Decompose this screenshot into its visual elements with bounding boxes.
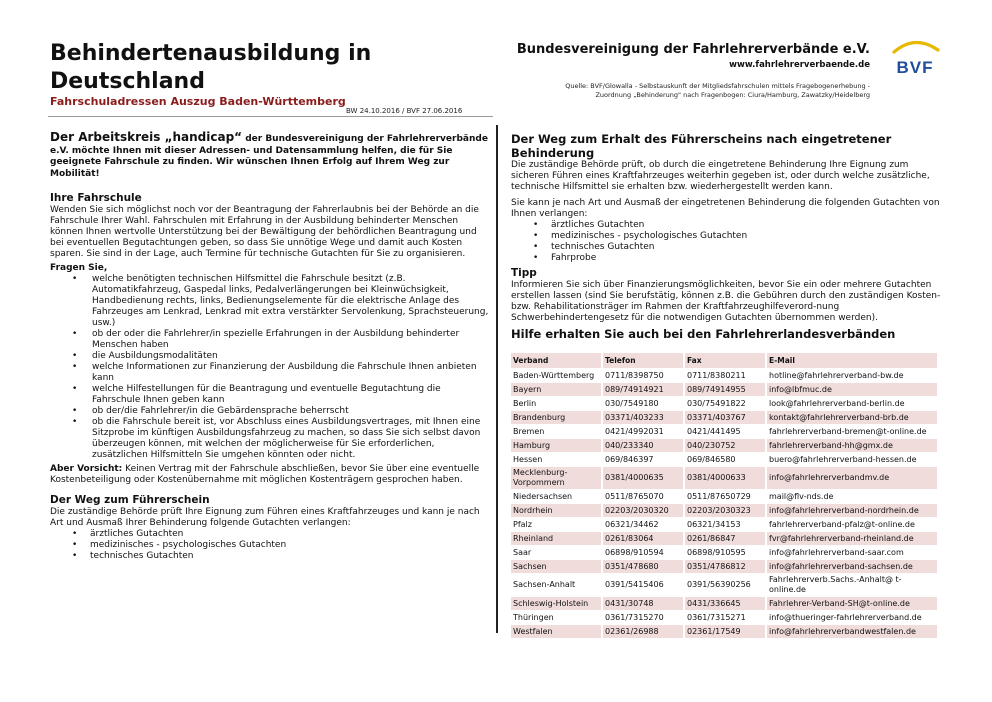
gutachten-list [511,220,947,264]
title-line-1: Behindertenausbildung in [50,41,372,66]
cell-telefon: 02203/2030320 [603,504,683,517]
cell-telefon: 0361/7315270 [603,611,683,624]
table-row [511,597,937,610]
cell-fax: 040/230752 [685,439,765,452]
warning-label: Aber Vorsicht: [50,464,123,474]
cell-telefon: 0351/478680 [603,560,683,573]
cell-fax: 02361/17549 [685,625,765,638]
organization-name: Bundesvereinigung der Fahrlehrerverbände e.V. [516,42,870,57]
intro-lead-heading: Der Arbeitskreis „handicap“ [50,130,243,144]
cell-email[interactable]: fvr@fahrlehrerverband-rheinland.de [767,532,937,545]
cell-telefon: 02361/26988 [603,625,683,638]
cell-email[interactable]: info@fahrlehrerverband-nordrhein.de [767,504,937,517]
cell-email[interactable]: info@fahrlehrerverbandmv.de [767,467,937,489]
cell-email[interactable]: Fahrlehrer-Verband-SH@t-online.de [767,597,937,610]
list-item: • technisches Gutachten [511,242,947,253]
cell-email[interactable]: look@fahrlehrerverband-berlin.de [767,397,937,410]
cell-telefon: 0511/8765070 [603,490,683,503]
document-date: BW 24.10.2016 / BVF 27.06.2016 [346,107,463,115]
section-heading-hilfe: Hilfe erhalten Sie auch bei den Fahrlehrerlandesverbänden [511,327,896,341]
paragraph-erhalt: Die zuständige Behörde prüft, ob durch die eingetretene Behinderung Ihre Eignung zum sicheren Führen eines Kraftfahrzeuges weiterhin gegeben ist, oder durch welche zusätzliche, technische Hilfsmittel sie erhalten bzw. wiederhergestellt werden kann. [511,160,930,192]
cell-email[interactable]: Fahrlehrerverb.Sachs.-Anhalt@ t-online.de [767,574,937,596]
list-item: • welche Hilfestellungen für die Beantragung und eventuelle Begutachtung die Fahrschule Ihnen geben kann [50,384,490,406]
list-item: • ärztliches Gutachten [511,220,947,231]
source-line-2: Zuordnung „Behinderung" nach Fragenbogen: Ciura/Hamburg, Zawatzky/Heidelberg [595,91,870,99]
section-heading-erhalt: Der Weg zum Erhalt des Führerscheins nach eingetretener Behinderung [511,132,892,160]
cell-verband: Brandenburg [511,411,601,424]
cell-verband: Bremen [511,425,601,438]
cell-fax: 0381/4000633 [685,467,765,489]
cell-fax: 0361/7315271 [685,611,765,624]
paragraph-tipp: Informieren Sie sich über Finanzierungsmöglichkeiten, bevor Sie ein oder mehrere Gutachten erstellen lassen (sind Sie berufstätig, können z.B. die Gebühren durch den zuständigen Kosten- bzw. Rehabilitationsträger im Rahmen der Kraftfahrzeughilfeverord-nung Schwerbehindertengesetz für die notwendigen Gutachten übernommen werden). [511,280,941,323]
cell-telefon: 06898/910594 [603,546,683,559]
cell-verband: Hessen [511,453,601,466]
cell-fax: 0421/441495 [685,425,765,438]
organization-url[interactable]: www.fahrlehrerverbaende.de [729,60,870,70]
title-line-2: Deutschland [50,69,205,94]
cell-email[interactable]: fahrlehrerverband-bremen@t-online.de [767,425,937,438]
cell-fax: 0431/336645 [685,597,765,610]
cell-email[interactable]: buero@fahrlehrerverband-hessen.de [767,453,937,466]
table-row [511,439,937,452]
table-row [511,504,937,517]
warning-paragraph [50,464,490,486]
cell-telefon: 069/846397 [603,453,683,466]
cell-email[interactable]: info@fahrlehrerverbandwestfalen.de [767,625,937,638]
column-header-fax: Fax [685,353,765,368]
cell-telefon: 030/7549180 [603,397,683,410]
page-title [50,40,371,96]
cell-fax: 0711/8380211 [685,369,765,382]
section-heading-tipp: Tipp [511,267,537,279]
table-row [511,560,937,573]
cell-telefon: 0261/83064 [603,532,683,545]
table-row [511,574,937,596]
cell-email[interactable]: info@fahrlehrerverband-sachsen.de [767,560,937,573]
organization-block [517,42,870,70]
table-row [511,369,937,382]
list-item: • ob der/die Fahrlehrer/in die Gebärdensprache beherrscht [50,406,490,417]
header-rule [48,116,493,117]
cell-fax: 0261/86847 [685,532,765,545]
cell-fax: 02203/2030323 [685,504,765,517]
logo-text: BVF [896,58,934,77]
cell-fax: 0391/56390256 [685,574,765,596]
cell-verband: Schleswig-Holstein [511,597,601,610]
intro-lead [50,132,490,180]
list-item: • medizinisches - psychologisches Gutachten [50,540,490,551]
cell-verband: Saar [511,546,601,559]
cell-verband: Sachsen-Anhalt [511,574,601,596]
fragen-label: Fragen Sie, [50,263,108,273]
logo-arc-icon [894,42,938,52]
cell-telefon: 03371/403233 [603,411,683,424]
section-heading-weg: Der Weg zum Führerschein [50,494,210,506]
cell-fax: 069/846580 [685,453,765,466]
list-item: • ärztliches Gutachten [50,529,490,540]
cell-telefon: 0421/4992031 [603,425,683,438]
verband-table [509,352,939,639]
cell-fax: 030/75491822 [685,397,765,410]
cell-verband: Rheinland [511,532,601,545]
cell-email[interactable]: hotline@fahrlehrerverband-bw.de [767,369,937,382]
cell-email[interactable]: info@thueringer-fahrlehrerverband.de [767,611,937,624]
cell-telefon: 06321/34462 [603,518,683,531]
cell-verband: Baden-Württemberg [511,369,601,382]
cell-email[interactable]: kontakt@fahrlehrerverband-brb.de [767,411,937,424]
table-row [511,397,937,410]
cell-fax: 06321/34153 [685,518,765,531]
cell-verband: Westfalen [511,625,601,638]
fragen-list [50,274,490,461]
list-item: • die Ausbildungsmodalitäten [50,351,490,362]
table-row [511,453,937,466]
table-row [511,518,937,531]
list-item: • technisches Gutachten [50,551,490,562]
cell-verband: Bayern [511,383,601,396]
cell-email[interactable]: info@lbfmuc.de [767,383,937,396]
cell-email[interactable]: fahrlehrerverband-pfalz@t-online.de [767,518,937,531]
cell-email[interactable]: info@fahrlehrerverband-saar.com [767,546,937,559]
column-header-telefon: Telefon [603,353,683,368]
table-row [511,383,937,396]
cell-verband: Thüringen [511,611,601,624]
column-header-email: E-Mail [767,353,937,368]
cell-verband: Niedersachsen [511,490,601,503]
list-item: • Fahrprobe [511,253,947,264]
table-row [511,425,937,438]
list-item: • ob die Fahrschule bereit ist, vor Abschluss eines Ausbildungsvertrages, mit Ihnen eine Sitzprobe im künftigen Ausbildungsfahrzeug zu machen, so dass Sie sich selbst davon überzeugen können, mit welchen der möglicherweise für Sie erforderlichen, zusätzlichen Hilfsmitteln Sie umgehen könnten oder nicht. [50,417,490,461]
list-item: • ob der oder die Fahrlehrer/in spezielle Erfahrungen in der Ausbildung behinderter Menschen haben [50,329,490,351]
cell-fax: 06898/910595 [685,546,765,559]
cell-email[interactable]: fahrlehrerverband-hh@gmx.de [767,439,937,452]
cell-fax: 03371/403767 [685,411,765,424]
list-item: • medizinisches - psychologisches Gutachten [511,231,947,242]
list-item: • welche benötigten technischen Hilfsmittel die Fahrschule besitzt (z.B. Automatikfahrzeug, Gaspedal links, Pedalverlängerungen bei Kleinwüchsigkeit, Handbedienung rechts, links, Bedienungselemente für die elektrische Anlage des Fahrzeuges am Lenkrad, Lenkrad mit extra verstärkter Servolenkung, Sprachsteuerung, usw.) [50,274,490,329]
weg-list [50,529,490,562]
left-column [50,132,490,562]
cell-verband: Nordrhein [511,504,601,517]
cell-telefon: 0711/8398750 [603,369,683,382]
source-note [450,82,870,100]
cell-fax: 089/74914955 [685,383,765,396]
cell-verband: Pfalz [511,518,601,531]
table-row [511,532,937,545]
table-header-row [511,353,937,368]
right-column [511,132,947,639]
cell-telefon: 0391/5415406 [603,574,683,596]
cell-verband: Sachsen [511,560,601,573]
table-body [511,369,937,638]
table-row [511,625,937,638]
cell-fax: 0351/4786812 [685,560,765,573]
table-row [511,611,937,624]
list-item: • welche Informationen zur Finanzierung der Ausbildung die Fahrschule Ihnen anbieten kann [50,362,490,384]
cell-telefon: 0381/4000635 [603,467,683,489]
intro-lead-text: der Bundesvereinigung der Fahrlehrerverbände e.V. möchte Ihnen mit dieser Adressen- und Datensammlung helfen, die für Sie geeignete Fahrschule zu finden. Wir wünschen Ihnen Erfolg auf Ihrem Weg zur Mobilität! [50,134,488,179]
paragraph-fahrschule: Wenden Sie sich möglichst noch vor der Beantragung der Fahrerlaubnis bei der Behörde an die Fahrschule Ihrer Wahl. Fahrschulen mit Erfahrung in der Ausbildung behinderter Menschen können Ihnen wertvolle Unterstützung bei der Bewältigung der behördlichen Beantragung und bei eventuellen Begutachtungen geben, so dass Sie unnötige Wege und damit auch Kosten sparen. Sie sind in der Lage, auch Termine für technische Gutachten für Sie zu organisieren. [50,205,479,259]
warning-text: Keinen Vertrag mit der Fahrschule abschließen, bevor Sie über eine eventuelle Kostenbeteiligung oder Kostenübernahme mit möglichen Kostenträgern gesprochen haben. [50,464,480,485]
table-row [511,546,937,559]
cell-verband: Mecklenburg-Vorpommern [511,467,601,489]
column-divider [496,125,498,633]
table-row [511,467,937,489]
column-header-verband: Verband [511,353,601,368]
table-row [511,490,937,503]
paragraph-gutachten: Sie kann je nach Art und Ausmaß der eingetretenen Behinderung die folgenden Gutachten von Ihnen verlangen: [511,198,940,219]
cell-email[interactable]: mail@flv-nds.de [767,490,937,503]
section-heading-fahrschule: Ihre Fahrschule [50,192,142,204]
cell-telefon: 040/233340 [603,439,683,452]
cell-fax: 0511/87650729 [685,490,765,503]
source-line-1: Quelle: BVF/Glowalla - Selbstauskunft der Mitgliedsfahrschulen mittels Fragebogenerhebung - [565,82,870,90]
cell-verband: Hamburg [511,439,601,452]
paragraph-weg: Die zuständige Behörde prüft Ihre Eignung zum Führen eines Kraftfahrzeuges und kann je nach Art und Ausmaß Ihrer Behinderung folgende Gutachten verlangen: [50,507,480,528]
cell-verband: Berlin [511,397,601,410]
page-subtitle: Fahrschuladressen Auszug Baden-Württemberg [50,95,346,108]
cell-telefon: 089/74914921 [603,383,683,396]
cell-telefon: 0431/30748 [603,597,683,610]
table-row [511,411,937,424]
bvf-logo [888,40,942,82]
